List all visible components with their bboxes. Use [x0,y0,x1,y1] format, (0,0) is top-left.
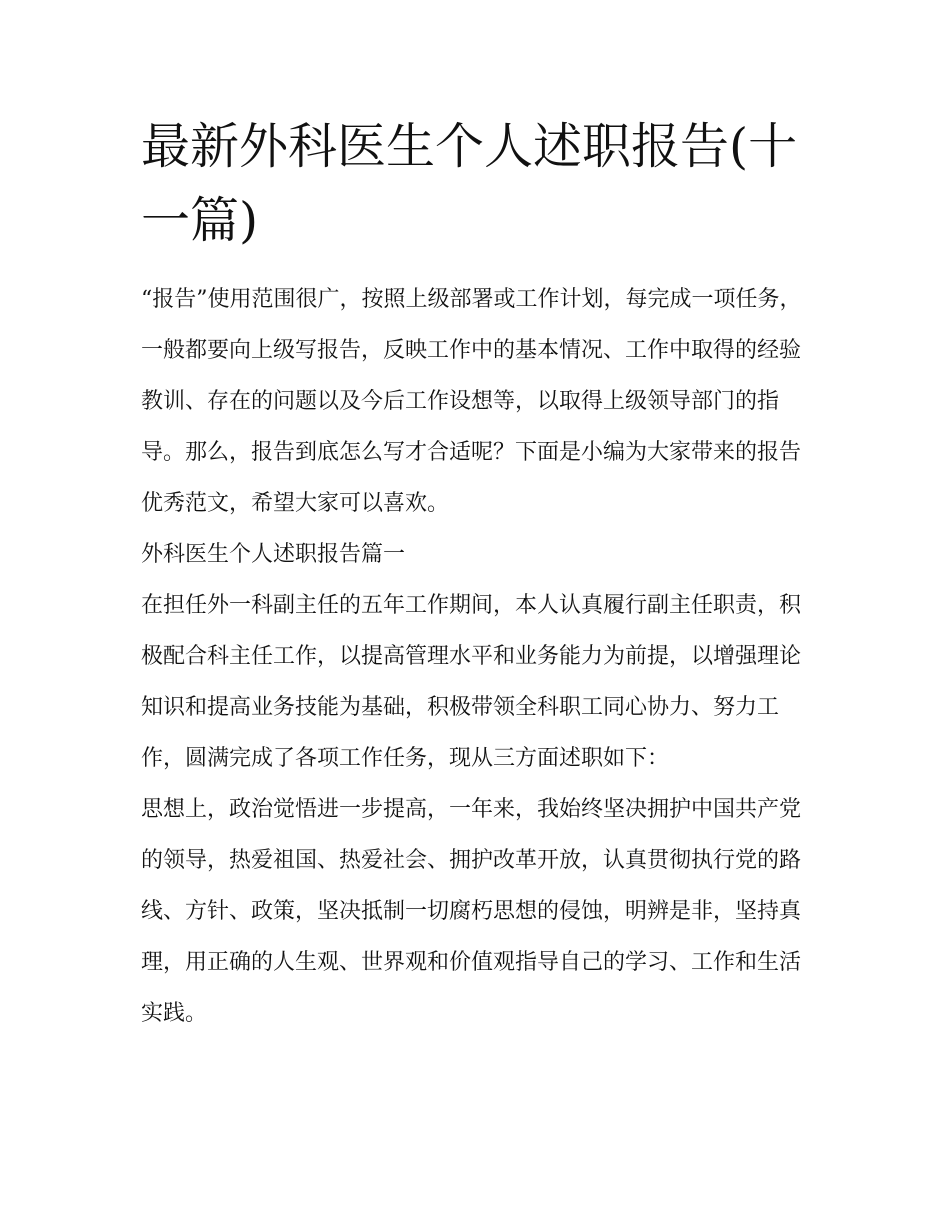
body-paragraph-1: 在担任外一科副主任的五年工作期间，本人认真履行副主任职责，积极配合科主任工作，以提高管理水平和业务能力为前提，以增强理论知识和提高业务技能为基础，积极带领全科职工同心协力、努力工作，圆满完成了各项工作任务，现从三方面述职如下： [141,593,802,771]
intro-paragraph: “报告”使用范围很广，按照上级部署或工作计划，每完成一项任务，一般都要向上级写报告，反映工作中的基本情况、工作中取得的经验教训、存在的问题以及今后工作设想等，以取得上级领导部门的指导。那么，报告到底怎么写才合适呢？下面是小编为大家带来的报告优秀范文，希望大家可以喜欢。 [141,287,802,516]
document-body [141,110,813,1039]
document-title: 最新外科医生个人述职报告(十一篇) [141,118,798,249]
body-paragraph-2: 思想上，政治觉悟进一步提高，一年来，我始终坚决拥护中国共产党的领导，热爱祖国、热爱社会、拥护改革开放，认真贯彻执行党的路线、方针、政策，坚决抵制一切腐朽思想的侵蚀，明辨是非，坚持真理，用正确的人生观、世界观和价值观指导自己的学习、工作和生活实践。 [141,797,802,1026]
section-heading: 外科医生个人述职报告篇一 [141,542,406,567]
